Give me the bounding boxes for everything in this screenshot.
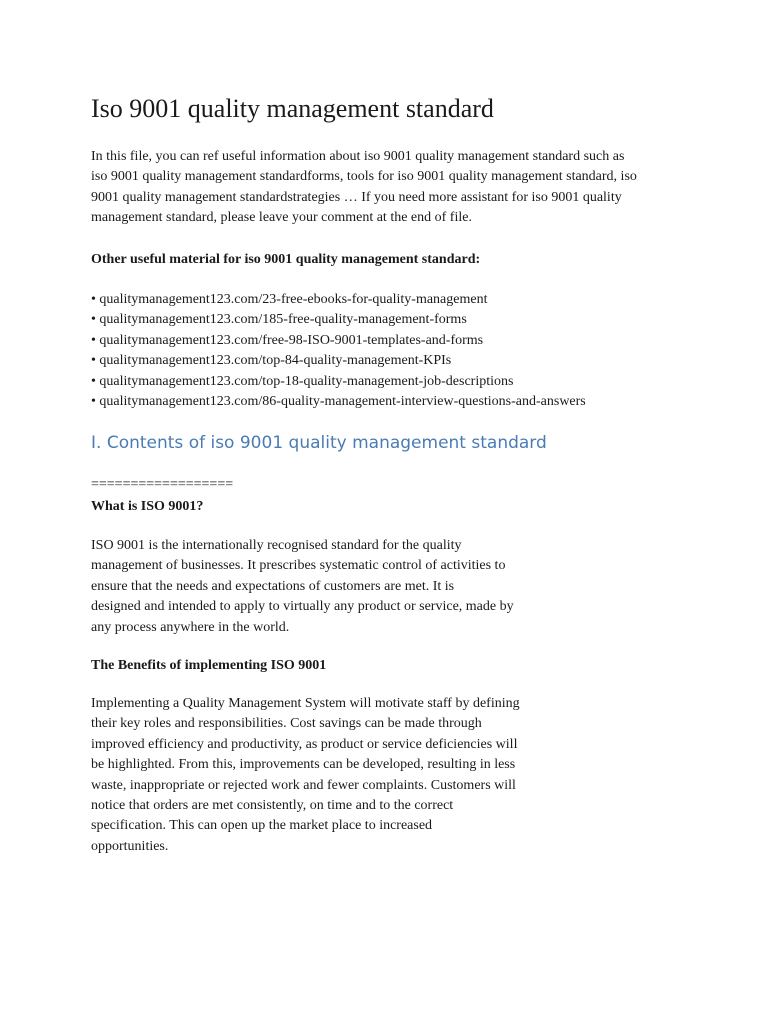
separator-line: ================== [91, 477, 234, 492]
resource-link[interactable]: • qualitymanagement123.com/86-quality-management-interview-questions-and-answers [91, 394, 586, 410]
intro-line: management standard, please leave your comment at the end of file. [91, 210, 472, 226]
paragraph-line: be highlighted. From this, improvements can be developed, resulting in less [91, 757, 516, 773]
benefits-heading: The Benefits of implementing ISO 9001 [91, 658, 327, 673]
resource-link[interactable]: • qualitymanagement123.com/185-free-quality-management-forms [91, 312, 467, 328]
other-material-heading: Other useful material for iso 9001 quality management standard: [91, 252, 481, 267]
paragraph-line: designed and intended to apply to virtually any product or service, made by [91, 599, 514, 615]
intro-line: iso 9001 quality management standardforms, tools for iso 9001 quality management standard, iso [91, 169, 637, 185]
resource-link-list [91, 290, 586, 412]
resource-link[interactable]: • qualitymanagement123.com/23-free-ebooks-for-quality-management [91, 292, 488, 307]
resource-link[interactable]: • qualitymanagement123.com/top-84-quality-management-KPIs [91, 353, 452, 369]
intro-line: 9001 quality management standardstrategies … If you need more assistant for iso 9001 quality [91, 189, 622, 205]
paragraph-line: ISO 9001 is the internationally recognised standard for the quality [91, 538, 462, 553]
what-is-paragraph [91, 536, 514, 638]
intro-paragraph [91, 147, 701, 229]
resource-link[interactable]: • qualitymanagement123.com/top-18-quality-management-job-descriptions [91, 373, 514, 389]
paragraph-line: any process anywhere in the world. [91, 619, 290, 635]
paragraph-line: management of businesses. It prescribes systematic control of activities to [91, 558, 506, 574]
paragraph-line: specification. This can open up the market place to increased [91, 818, 433, 834]
page-title: Iso 9001 quality management standard [91, 94, 494, 123]
paragraph-line: ensure that the needs and expectations of customers are met. It is [91, 578, 455, 594]
resource-link[interactable]: • qualitymanagement123.com/free-98-ISO-9001-templates-and-forms [91, 332, 484, 348]
paragraph-line: waste, inappropriate or rejected work and fewer complaints. Customers will [91, 777, 516, 793]
paragraph-line: their key roles and responsibilities. Cost savings can be made through [91, 716, 482, 732]
paragraph-line: improved efficiency and productivity, as product or service deficiencies will [91, 736, 518, 752]
paragraph-line: opportunities. [91, 838, 169, 854]
paragraph-line: Implementing a Quality Management System will motivate staff by defining [91, 696, 520, 711]
intro-line: In this file, you can ref useful information about iso 9001 quality management standard such as [91, 149, 625, 164]
section-heading: I. Contents of iso 9001 quality management standard [91, 433, 547, 453]
what-is-heading: What is ISO 9001? [91, 499, 204, 514]
paragraph-line: notice that orders are met consistently, on time and to the correct [91, 798, 454, 814]
benefits-paragraph [91, 694, 520, 857]
